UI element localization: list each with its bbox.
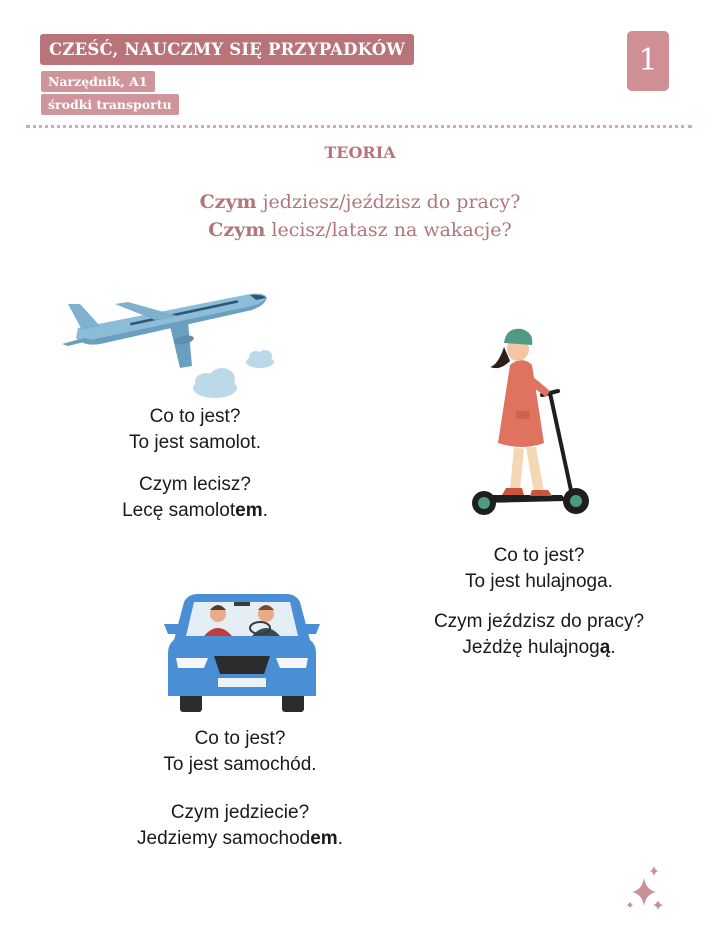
car-illustration xyxy=(162,592,322,717)
scooter-answer-2-ending: ą xyxy=(599,637,611,658)
page-header-title: CZEŚĆ, NAUCZMY SIĘ PRZYPADKÓW xyxy=(40,34,414,65)
plane-text-block xyxy=(80,404,310,524)
car-answer-2-stem: Jedziemy samochod xyxy=(137,828,311,849)
plane-answer: To jest samolot. xyxy=(129,432,261,453)
sparkle-icon xyxy=(624,866,666,918)
plane-question: Co to jest? xyxy=(149,406,241,427)
car-answer-2 xyxy=(130,826,350,852)
header-subtitle-case: Narzędnik, A1 xyxy=(41,71,155,92)
scooter-answer-2-period: . xyxy=(610,637,616,658)
plane-answer-2-period: . xyxy=(262,500,268,521)
car-text-block xyxy=(130,726,350,852)
question-1-text: jedziesz/jeździsz do pracy? xyxy=(256,191,521,213)
airplane-illustration xyxy=(60,282,280,402)
plane-answer-2-stem: Lecę samolot xyxy=(122,500,236,521)
scooter-question-2: Czym jeździsz do pracy? xyxy=(433,611,645,632)
page-number-badge: 1 xyxy=(627,31,669,91)
woman-on-scooter-illustration xyxy=(462,325,597,520)
car-question-2: Czym jedziecie? xyxy=(170,802,310,823)
cloud-icon xyxy=(193,350,274,398)
plane-answer-2-ending: em xyxy=(235,500,263,521)
question-2-text: lecisz/latasz na wakacje? xyxy=(265,219,512,241)
question-1-bold: Czym xyxy=(199,191,257,213)
scooter-answer-2 xyxy=(425,635,653,661)
scooter-question: Co to jest? xyxy=(493,545,585,566)
scooter-text-block xyxy=(425,543,653,661)
car-answer-2-ending: em xyxy=(310,828,338,849)
scooter-answer: To jest hulajnoga. xyxy=(465,571,613,592)
plane-answer-2 xyxy=(80,498,310,524)
question-2 xyxy=(0,219,720,241)
car-answer: To jest samochód. xyxy=(163,754,317,775)
question-1 xyxy=(0,191,720,213)
scooter-answer-2-stem: Jeżdżę hulajnog xyxy=(462,637,600,658)
section-title: TEORIA xyxy=(324,143,396,162)
car-question: Co to jest? xyxy=(194,728,286,749)
plane-question-2: Czym lecisz? xyxy=(139,474,251,495)
dotted-divider xyxy=(26,125,692,128)
car-answer-2-period: . xyxy=(337,828,343,849)
header-subtitle-topic: środki transportu xyxy=(41,94,179,115)
question-2-bold: Czym xyxy=(208,219,266,241)
